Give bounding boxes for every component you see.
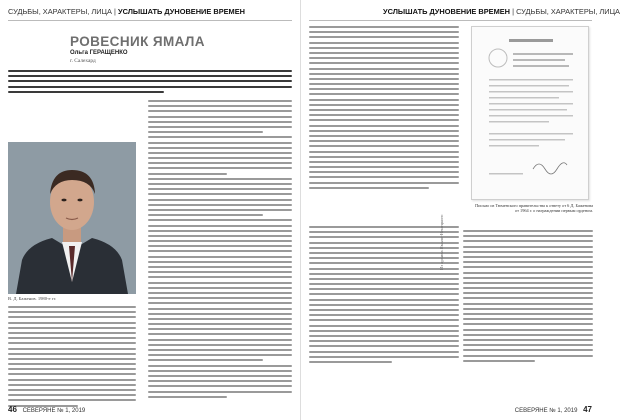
header-separator: |: [512, 7, 514, 16]
right-running-header: [383, 6, 620, 18]
portrait-illustration: [8, 142, 136, 294]
page-number: 47: [583, 405, 592, 414]
document-illustration: [479, 33, 583, 193]
author-city: г. Салехард: [70, 58, 96, 64]
header-section: СУДЬБЫ, ХАРАКТЕРЫ, ЛИЦА: [516, 7, 620, 16]
magazine-issue: СЕВЕРЯНЕ № 1, 2019: [22, 408, 86, 414]
article-body-column: [8, 306, 136, 410]
document-caption: Письмо из Тюменского правительства к ответу от 6 Д. Баженова от 1964 г. о награждении первым орденом.: [475, 203, 593, 214]
header-separator: |: [113, 7, 116, 16]
right-page: [300, 0, 620, 420]
left-page: [0, 0, 300, 420]
page-number: 46: [8, 405, 17, 414]
header-divider: [309, 20, 592, 21]
magazine-issue: СЕВЕРЯНЕ № 1, 2019: [514, 408, 578, 414]
article-title: РОВЕСНИК ЯМАЛА: [70, 34, 205, 49]
header-section: СУДЬБЫ, ХАРАКТЕРЫ, ЛИЦА: [8, 7, 112, 16]
document-side-note: Из архива Ямало-Ненецкого: [439, 214, 444, 270]
archival-document-image: [471, 26, 589, 200]
header-rubric: УСЛЫШАТЬ ДУНОВЕНИЕ ВРЕМЕН: [383, 7, 511, 16]
article-body-column: [463, 230, 593, 365]
photo-caption: В. Д. Баженов. 1980-е гг.: [8, 296, 57, 301]
right-footer: [515, 405, 592, 414]
left-running-header: [8, 6, 245, 18]
left-footer: [8, 405, 85, 414]
article-body-column: [309, 26, 459, 192]
article-body-column: [309, 226, 459, 366]
author-name: Ольга ГЕРАЩЕНКО: [70, 50, 128, 56]
article-lead: [8, 70, 292, 96]
portrait-photo: [8, 142, 136, 294]
article-body-column: [148, 100, 292, 401]
header-rubric: УСЛЫШАТЬ ДУНОВЕНИЕ ВРЕМЕН: [117, 7, 245, 16]
header-divider: [8, 20, 292, 21]
